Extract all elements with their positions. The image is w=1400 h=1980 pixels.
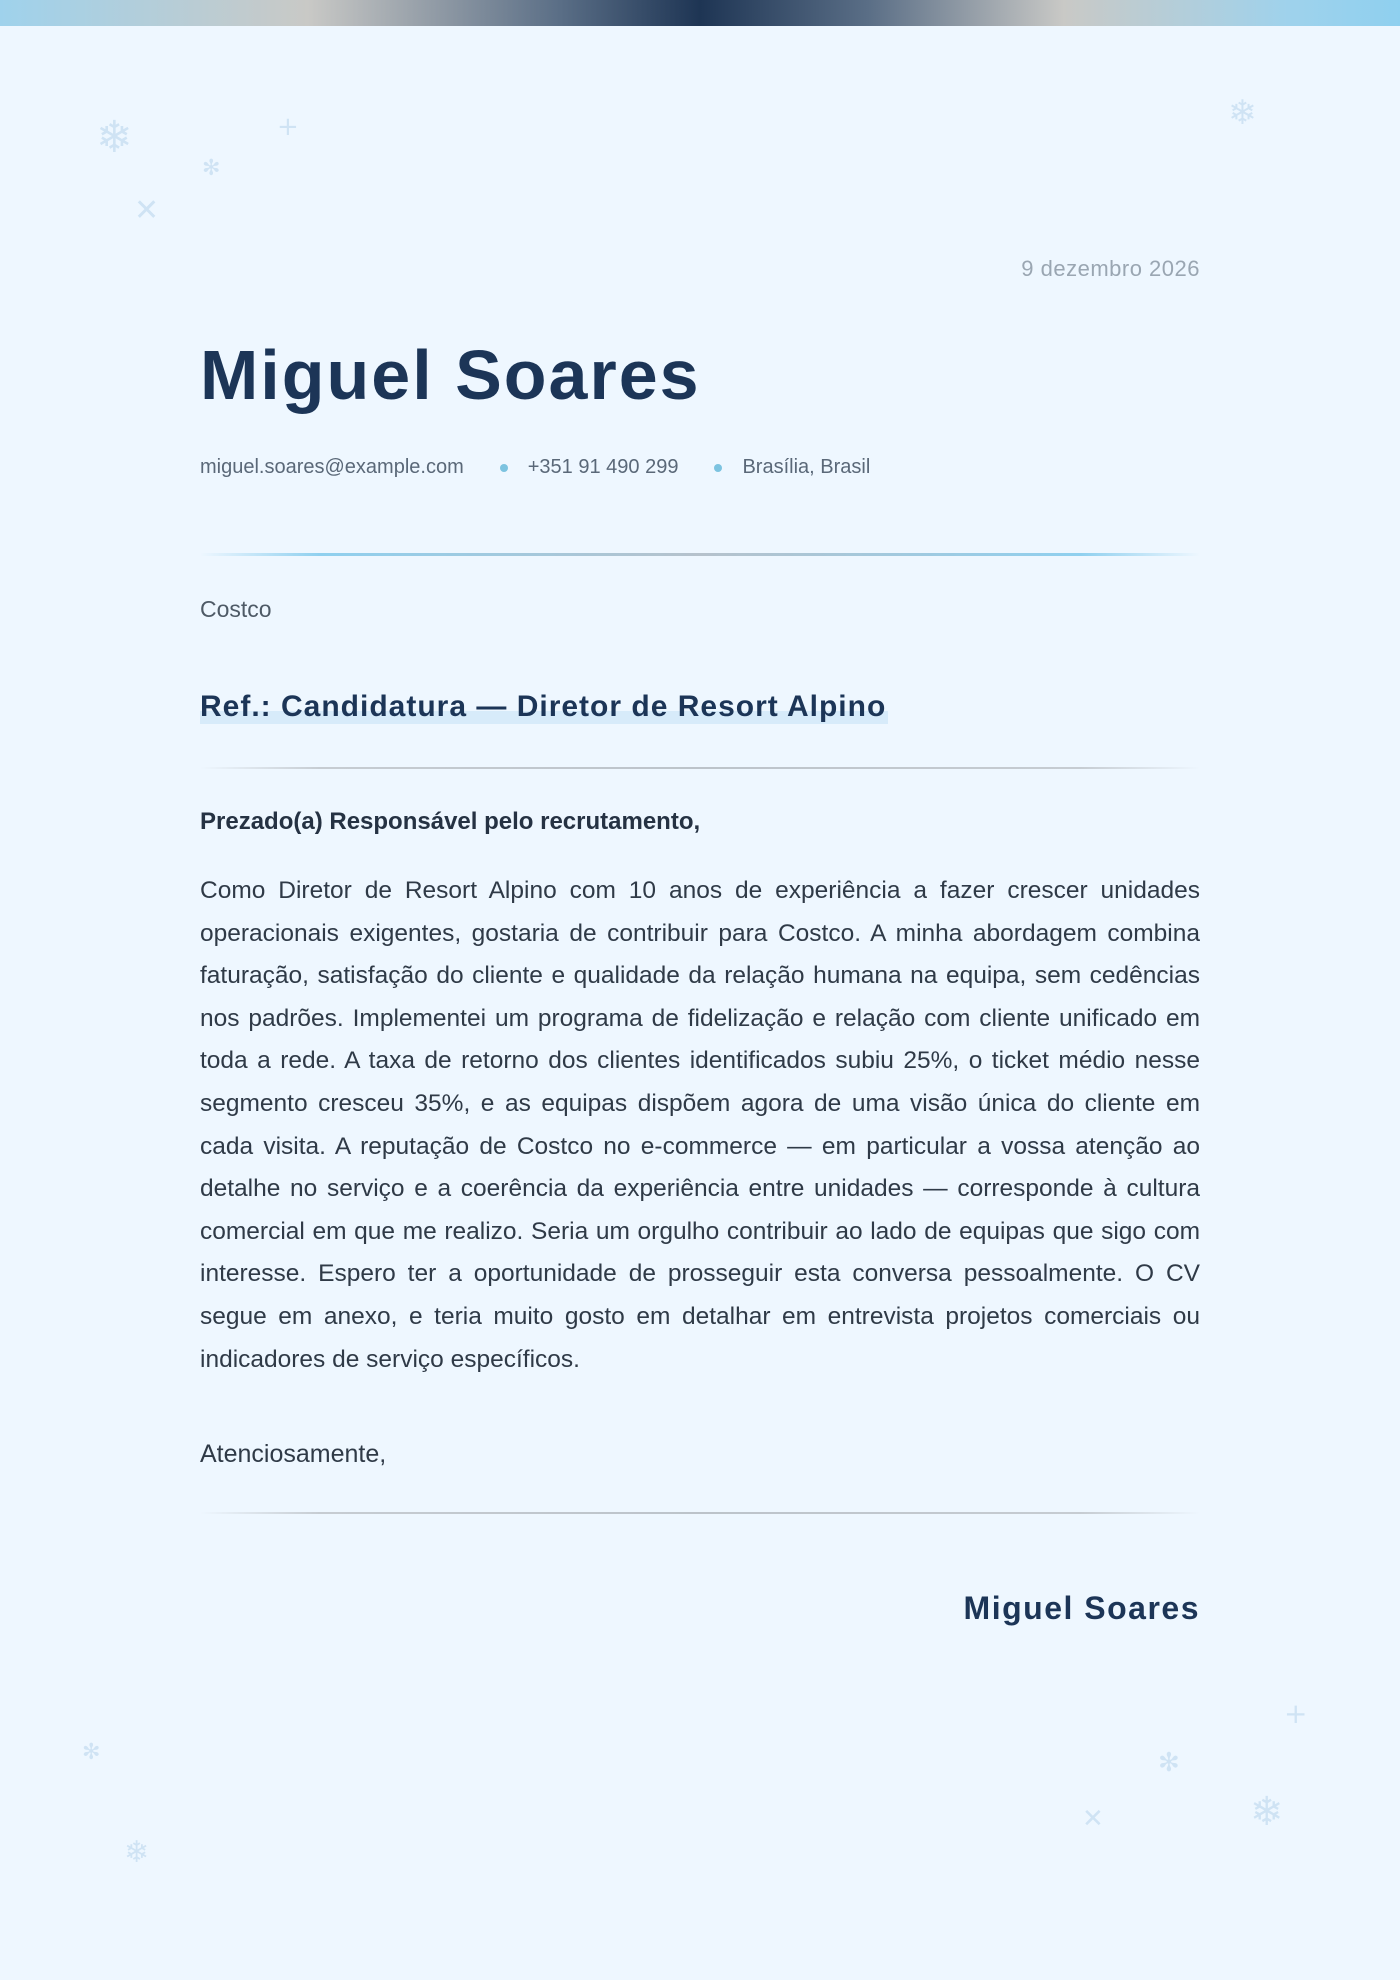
closing-divider [200,1512,1200,1514]
plus-icon: + [1284,1697,1308,1730]
contact-email: miguel.soares@example.com [200,456,464,478]
letter-date: 9 dezembro 2026 [1021,256,1200,281]
snowflake-icon: ❄ [124,1835,150,1870]
subject-divider [200,767,1200,769]
recipient-company: Costco [200,596,272,622]
contact-phone: +351 91 490 299 [527,456,679,478]
letter-body: Como Diretor de Resort Alpino com 10 anos de experiência a fazer crescer unidades operacionais exigentes, gostaria de contribuir para Costco. A minha abordagem combina faturação, satisfação do cliente e qualidade da relação humana na equipa, sem cedências nos padrões. Implementei um programa de fidelização e relação com cliente unificado em toda a rede. A taxa de retorno dos clientes identificados subiu 25%, o ticket médio nesse segmento cresceu 35%, e as equipas dispõem agora de uma visão única do cliente em cada visita. A reputação de Costco no e-commerce — em particular a vossa atenção ao detalhe no serviço e a coerência da experiência entre unidades — corresponde à cultura comercial em que me realizo. Seria um orgulho contribuir ao lado de equipas que sigo com interesse. Espero ter a oportunidade de prosseguir esta conversa pessoalmente. O CV segue em anexo, e teria muito gosto em detalhar em entrevista projetos comerciais ou indicadores de serviço específicos. [200,877,1200,1373]
snowflake-icon: ❄ [1250,1789,1284,1835]
snowflake-icon: ✻ [1158,1748,1180,1778]
snowflake-icon: ❄ [96,112,133,163]
top-gradient-band [0,0,1400,26]
signature: Miguel Soares [963,1590,1200,1626]
cross-icon: ✕ [134,193,160,228]
bullet-dot-icon [500,464,508,472]
cross-icon: ✕ [1082,1804,1104,1834]
bullet-dot-icon [714,464,722,472]
closing: Atenciosamente, [200,1440,387,1468]
snowflake-icon: ✻ [82,1740,101,1765]
snowflake-icon: ❄ [1228,93,1257,133]
header-divider [200,553,1200,556]
contact-line [200,456,870,479]
salutation: Prezado(a) Responsável pelo recrutamento, [200,808,701,835]
subject-line: Ref.: Candidatura — Diretor de Resort Alpino [200,690,887,723]
contact-location: Brasília, Brasil [742,456,871,478]
snowflake-icon: ✻ [202,156,221,181]
sender-name: Miguel Soares [200,336,701,414]
plus-icon: + [277,112,299,142]
